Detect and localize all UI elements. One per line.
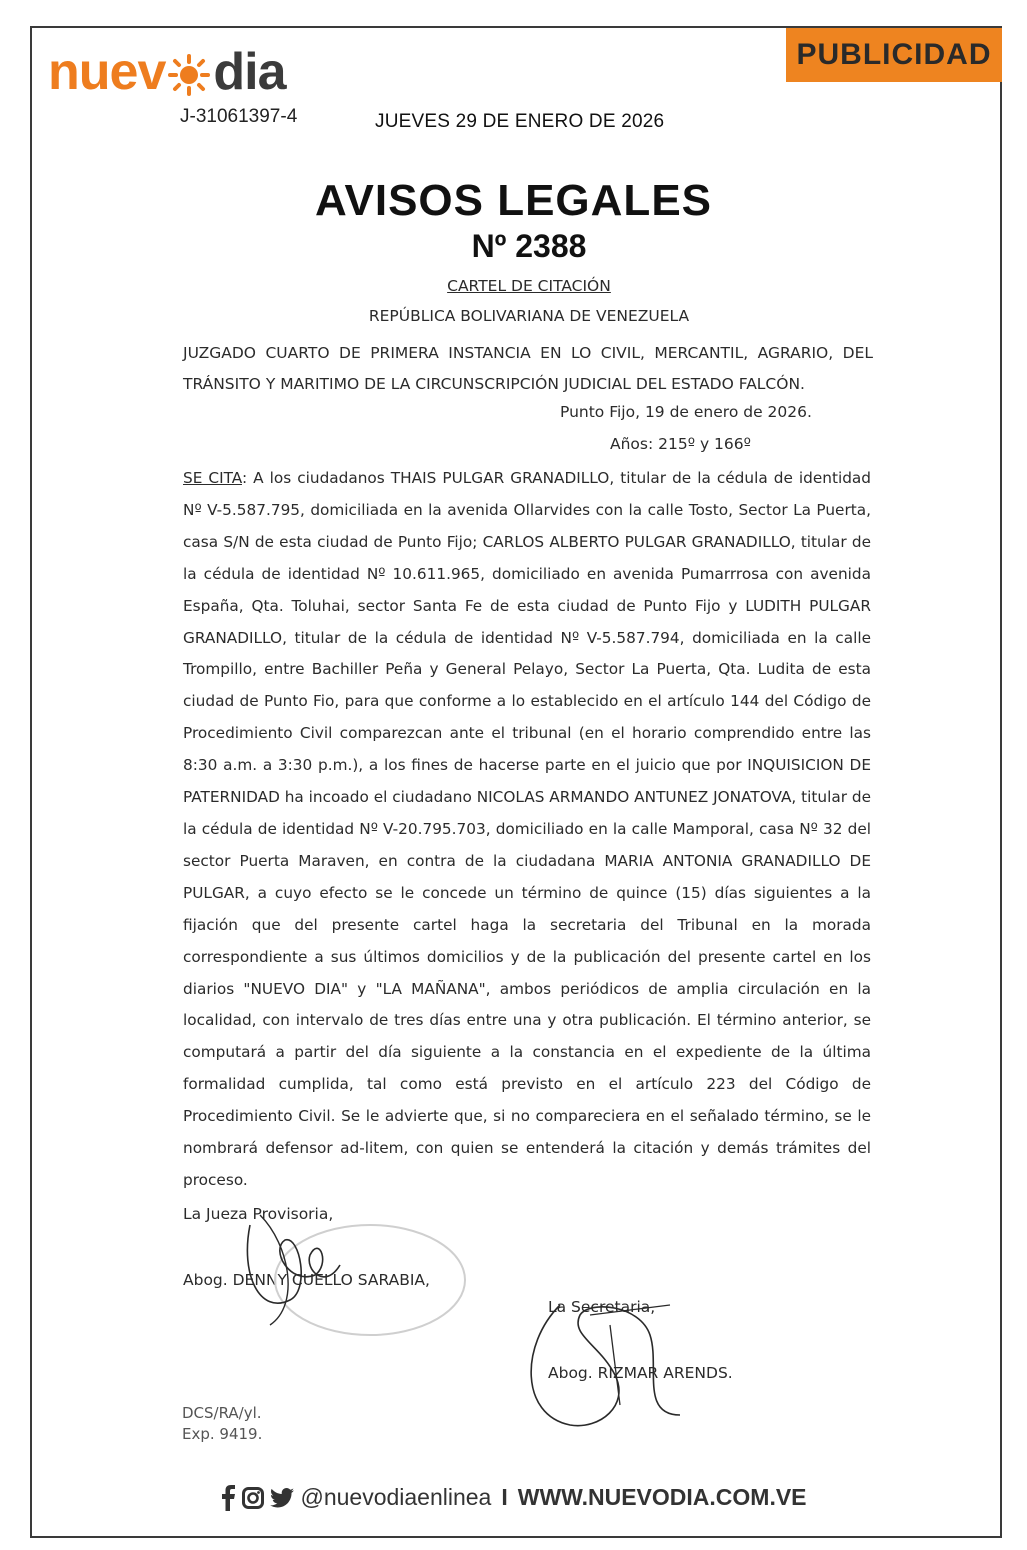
secretary-label: La Secretaria, bbox=[548, 1298, 656, 1316]
website-link[interactable]: WWW.NUEVODIA.COM.VE bbox=[517, 1484, 807, 1510]
notice-body bbox=[183, 463, 871, 1197]
twitter-icon[interactable] bbox=[270, 1488, 294, 1508]
secretary-signature bbox=[520, 1295, 710, 1445]
judge-signature bbox=[230, 1195, 470, 1345]
se-cita-label: SE CITA bbox=[183, 469, 242, 487]
instagram-icon[interactable] bbox=[242, 1487, 264, 1509]
document-references bbox=[182, 1403, 262, 1445]
facebook-icon[interactable] bbox=[220, 1485, 236, 1511]
social-handle[interactable]: @nuevodiaenlinea bbox=[300, 1484, 492, 1510]
cartel-heading: CARTEL DE CITACIÓN bbox=[447, 277, 611, 295]
court-heading: JUZGADO CUARTO DE PRIMERA INSTANCIA EN LO CIVIL, MERCANTIL, AGRARIO, DEL TRÁNSITO Y MARITIMO DE LA CIRCUNSCRIPCIÓN JUDICIAL DEL ESTADO FALCÓN. bbox=[183, 344, 873, 393]
republic-heading: REPÚBLICA BOLIVARIANA DE VENEZUELA bbox=[368, 307, 690, 325]
judge-name: Abog. DENNY CUELLO SARABIA, bbox=[183, 1271, 430, 1289]
footer-separator: I bbox=[501, 1484, 508, 1510]
notice-body-text: : A los ciudadanos THAIS PULGAR GRANADILLO, titular de la cédula de identidad Nº V-5.587.795, domiciliada en la avenida Ollarvides con la calle Tosto, Sector La Puerta, casa S/N de esta ciudad de Punto Fijo; CARLOS ALBERTO PULGAR GRANADILLO, titular de la cédula de identidad Nº 10.611.965, domiciliado en avenida Pumarrrosa con avenida España, Qta. Toluhai, sector Santa Fe de esta ciudad de Punto Fijo y LUDITH PULGAR GRANADILLO, titular de la cédula de identidad Nº V-5.587.794, domiciliada en la calle Trompillo, entre Bachiller Peña y General Pelayo, Sector La Puerta, Qta. Ludita de esta ciudad de Punto Fio, para que conforme a lo establecido en el artículo 144 del Código de Procedimiento Civil comparezcan ante el tribunal (en el horario comprendido entre las 8:30 a.m. a 3:30 p.m.), a los fines de hacerse parte en el juicio que por INQUISICION DE PATERNIDAD ha incoado el ciudadano NICOLAS ARMANDO ANTUNEZ JONATOVA, titular de la cédula de identidad Nº V-20.795.703, domiciliado en la calle Mamporal, casa Nº 32 del sector Puerta Maraven, en contra de la ciudadana MARIA ANTONIA GRANADILLO DE PULGAR, a cuyo efecto se le concede un término de quince (15) días siguientes a la fijación que del presente cartel haga la secretaria del Tribunal en la morada correspondiente a sus últimos domicilios y de la publicación del presente cartel en los diarios "NUEVO DIA" y "LA MAÑANA", ambos periódicos de amplia circulación en la localidad, con intervalo de tres días entre una y otra publicación. El término anterior, se computará a partir del día siguiente a la constancia en el expediente de la última formalidad cumplida, tal como está previsto en el artículo 223 del Código de Procedimiento Civil. Se le advierte que, si no compareciera en el señalado término, se le nombrará defensor ad-litem, con quien se entenderá la citación y demás trámites del proceso. bbox=[183, 469, 871, 1189]
issue-date: JUEVES 29 DE ENERO DE 2026 bbox=[375, 111, 665, 132]
publicidad-badge: PUBLICIDAD bbox=[786, 28, 1002, 82]
place-date: Punto Fijo, 19 de enero de 2026. bbox=[560, 403, 812, 421]
rif-number: J-31061397-4 bbox=[180, 106, 298, 127]
notice-number: Nº 2388 bbox=[471, 228, 587, 264]
ref-expediente: Exp. 9419. bbox=[182, 1425, 263, 1443]
footer bbox=[0, 1484, 1027, 1511]
sun-icon bbox=[167, 53, 211, 97]
ref-initials: DCS/RA/yl. bbox=[182, 1404, 262, 1422]
judge-label: La Jueza Provisoria, bbox=[183, 1205, 334, 1223]
secretary-name: Abog. RIZMAR ARENDS. bbox=[548, 1364, 733, 1382]
social-icons bbox=[220, 1485, 294, 1511]
logo-wordmark: nuev dia bbox=[48, 43, 286, 101]
years-line: Años: 215º y 166º bbox=[610, 435, 751, 453]
section-title: AVISOS LEGALES bbox=[314, 176, 713, 225]
nuevodia-logo bbox=[48, 42, 286, 102]
